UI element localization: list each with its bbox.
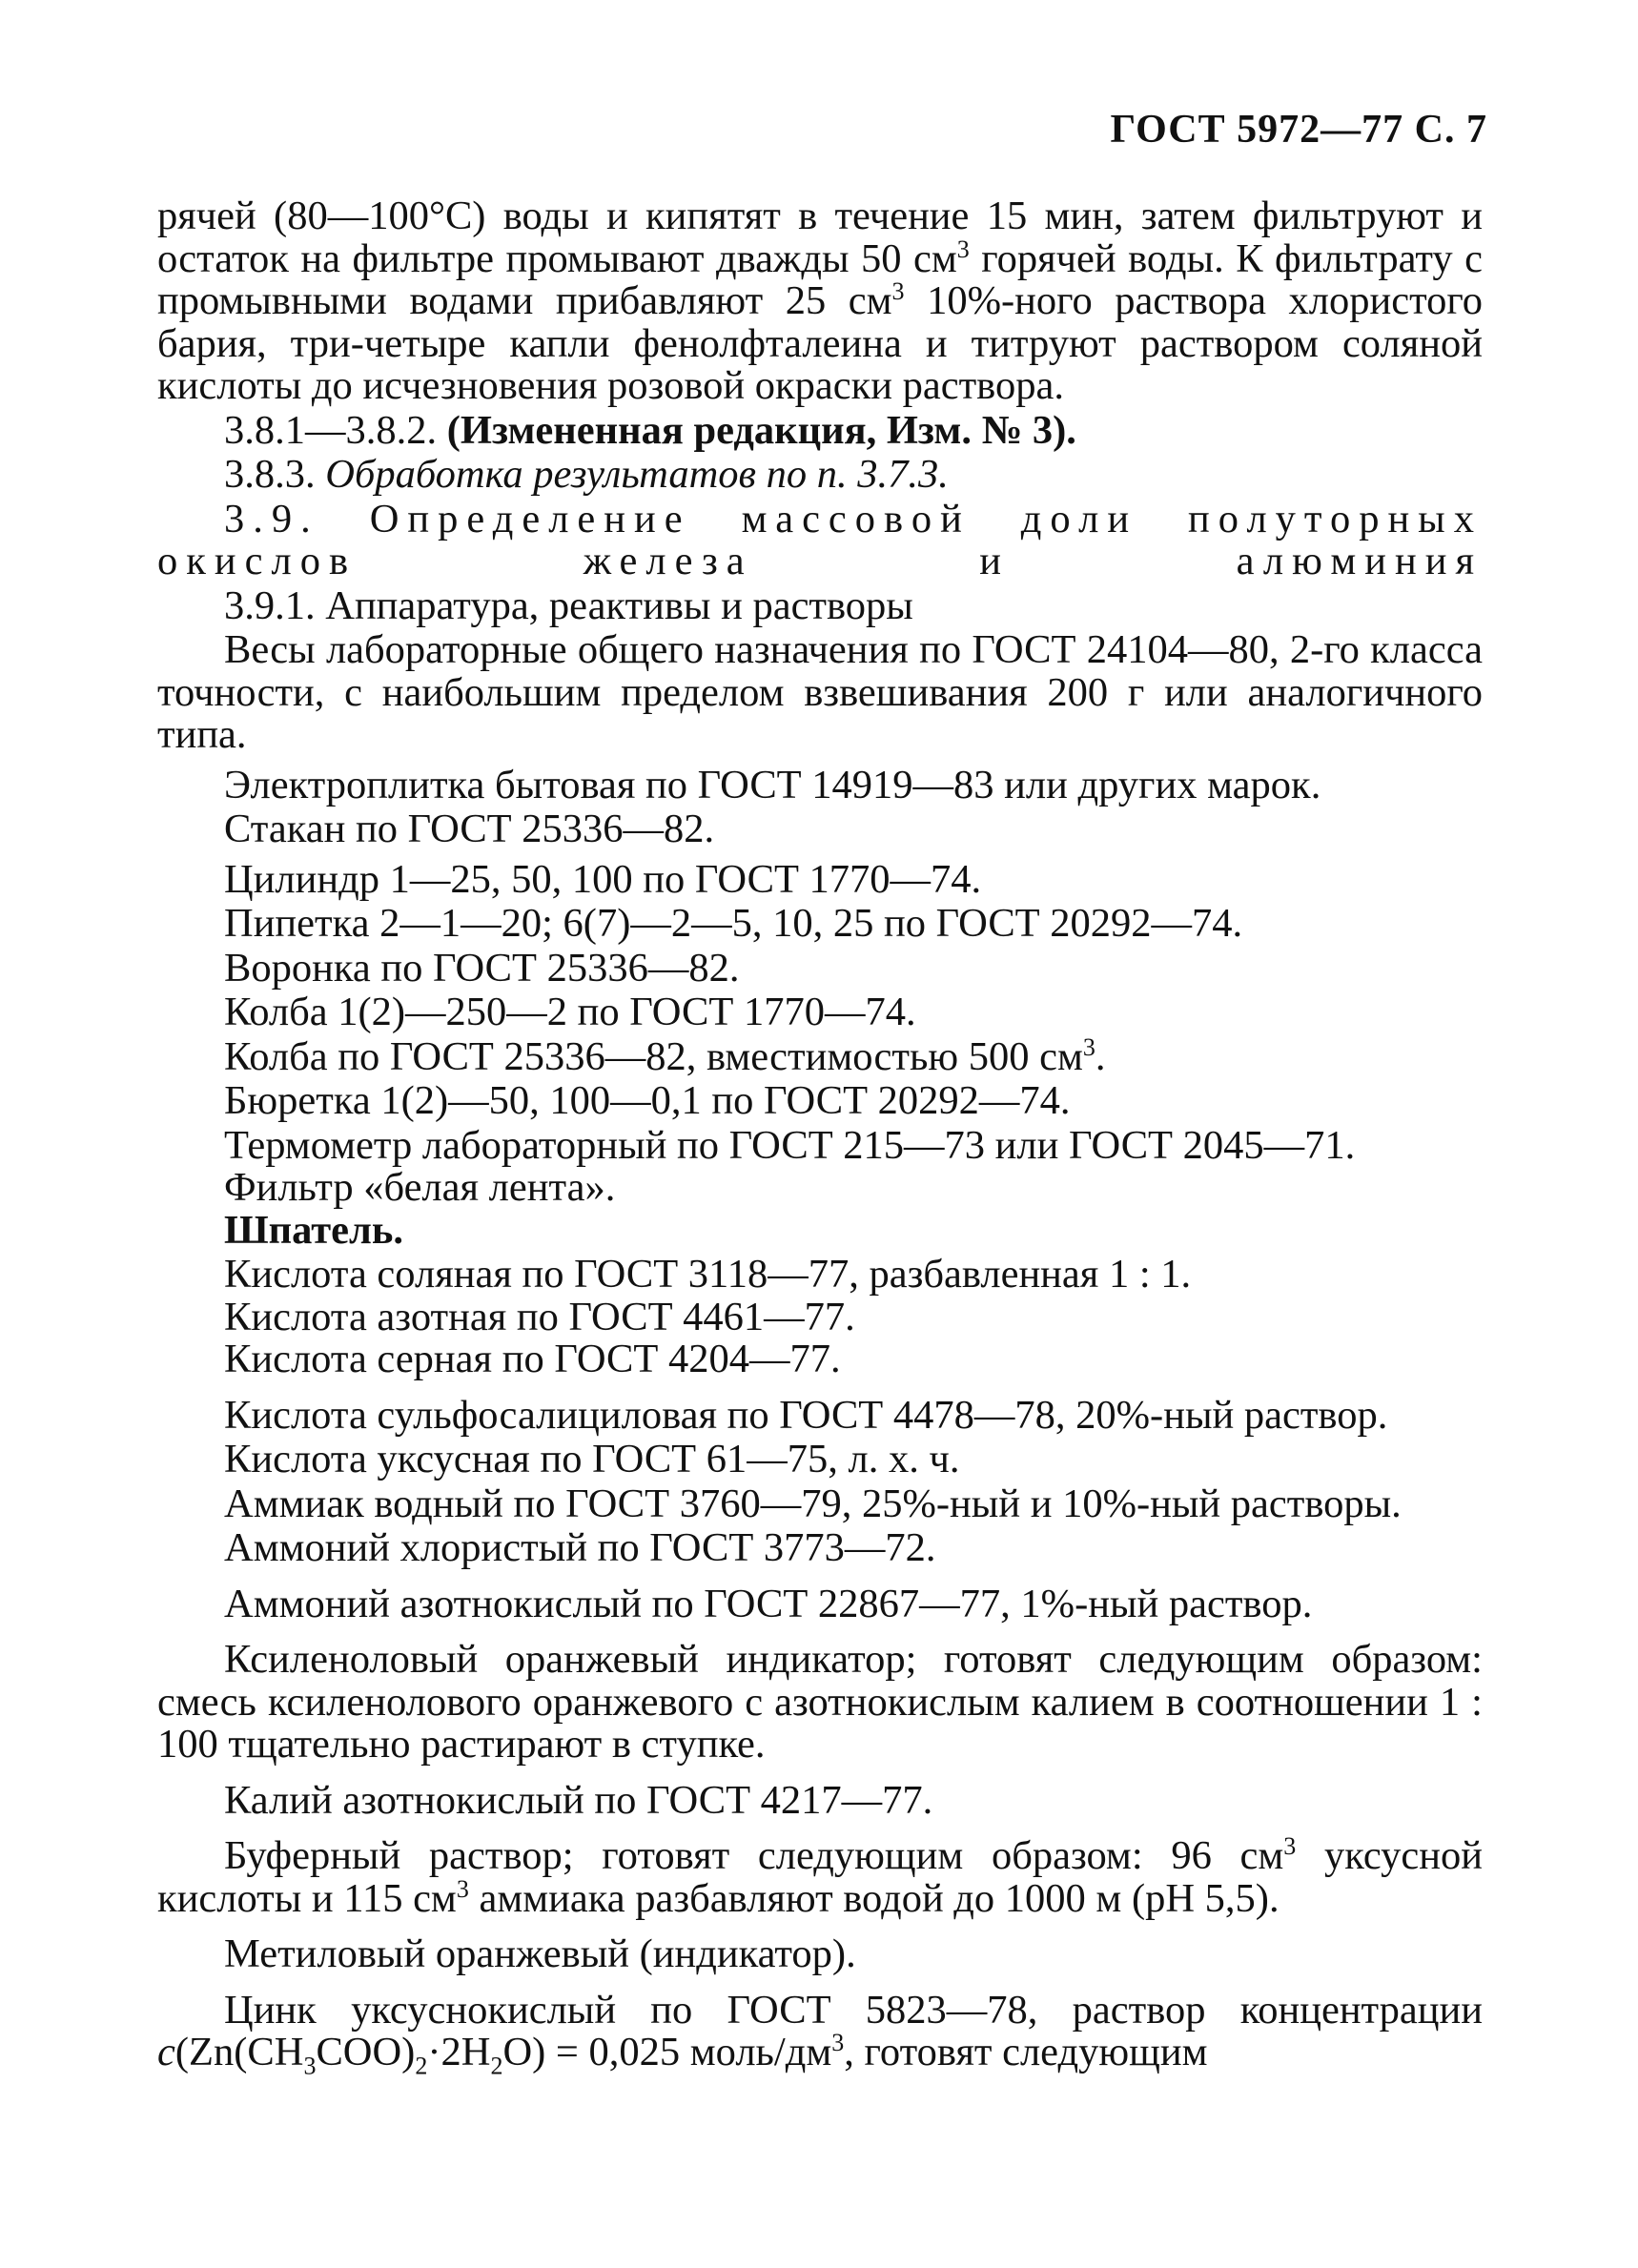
item-cylinder: Цилиндр 1—25, 50, 100 по ГОСТ 1770—74. [224,856,982,902]
text-run: аммиака разбавляют водой до 1000 м (рН 5,5). [468,1875,1280,1921]
subscript: 2 [415,2052,428,2080]
superscript: 3 [456,1874,469,1903]
subscript: 2 [490,2052,503,2080]
item-filter: Фильтр «белая лента». [224,1165,616,1210]
item-pipette: Пипетка 2—1—20; 6(7)—2—5, 10, 25 по ГОСТ 20292—74. [224,901,1243,946]
item-zinc-acetate [157,1987,1483,2080]
item-sulfosalicylic: Кислота сульфосалициловая по ГОСТ 4478—78, 20%-ный раствор. [224,1392,1388,1438]
clause-number: 3.8.3. [224,452,316,497]
item-ammonia: Аммиак водный по ГОСТ 3760—79, 25%-ный и 10%-ный растворы. [224,1481,1402,1526]
item-funnel: Воронка по ГОСТ 25336—82. [224,945,740,991]
clause-3-8-3 [157,454,1483,497]
edit-note [157,407,1483,453]
text-run: Колба по ГОСТ 25336—82, вместимостью 500 см [224,1033,1083,1079]
item-hcl: Кислота соляная по ГОСТ 3118—77, разбавленная 1 : 1. [224,1252,1192,1297]
formula-part: (Zn(CH [174,2030,304,2074]
paragraph-continuation [157,195,1483,408]
item-methyl-orange: Метиловый оранжевый (индикатор). [224,1931,856,1976]
item-thermometer: Термометр лабораторный по ГОСТ 215—73 или ГОСТ 2045—71. [224,1122,1356,1168]
page-header: ГОСТ 5972—77 С. 7 [1110,108,1487,152]
text-run: уксусной кислоты и 115 см [157,1833,1483,1921]
item-hno3: Кислота азотная по ГОСТ 4461—77. [224,1294,855,1339]
text-run: . [1095,1033,1106,1079]
clause-number: 3.8.1—3.8.2. [224,407,438,453]
clause-3-9-1: 3.9.1. Аппаратура, реактивы и растворы [224,582,913,628]
subscript: 3 [303,2052,317,2080]
clause-text: Обработка результатов по п. 3.7.3. [325,452,949,497]
superscript: 3 [891,276,905,305]
superscript: 3 [1283,1831,1297,1860]
document-body [157,194,1483,2080]
superscript: 3 [1082,1032,1095,1061]
item-kno3: Калий азотнокислый по ГОСТ 4217—77. [224,1777,933,1823]
formula-part: COO) [316,2030,416,2074]
text-run: 10%-ного раствора хлористого бария, три-четыре капли фенолфталеина и титруют раствором соляной кислоты до исчезновения розовой окраски раствора. [157,278,1483,408]
item-spatula: Шпатель. [224,1207,403,1253]
item-nh4cl: Аммоний хлористый по ГОСТ 3773—72. [224,1525,936,1570]
formula-part: ·2H [427,2030,491,2074]
item-flask-1: Колба 1(2)—250—2 по ГОСТ 1770—74. [224,990,916,1034]
item-hotplate: Электроплитка бытовая по ГОСТ 14919—83 или других марок. [224,762,1321,807]
edit-note-text: (Измененная редакция, Изм. № 3). [446,407,1076,453]
item-buffer [157,1831,1483,1921]
superscript: 3 [831,2028,845,2056]
item-beaker: Стакан по ГОСТ 25336—82. [224,807,715,851]
text-run: , готовят следующим [844,2030,1208,2074]
text-run: рячей (80—100°С) воды и кипятят в течение 15 мин, затем фильтруют и остаток на фильтре промывают дважды 50 см [157,194,1483,281]
section-heading-3-9: 3.9. Определение массовой доли полуторных окислов железа и алюминия [157,496,1483,583]
item-burette: Бюретка 1(2)—50, 100—0,1 по ГОСТ 20292—74. [224,1078,1071,1123]
item-h2so4: Кислота серная по ГОСТ 4204—77. [224,1337,841,1381]
text-run: Буферный раствор; готовят следующим образом: 96 см [224,1833,1284,1878]
concentration-symbol: c [157,2030,175,2074]
formula-part: O) = 0,025 моль/дм [502,2030,832,2074]
item-xylenol: Ксиленоловый оранжевый индикатор; готовят следующим образом: смесь ксиленолового оранжевого с азотнокислым калием в соотношении 1 : 100 тщательно растирают в ступке. [157,1637,1483,1767]
text-run: горячей воды. К фильтрату с промывными водами прибавляют 25 см [157,235,1483,323]
item-scales: Весы лабораторные общего назначения по ГОСТ 24104—80, 2-го класса точности, с наибольшим пределом взвешивания 200 г или аналогичного типа. [157,627,1483,757]
item-flask-2 [157,1032,1483,1079]
item-nh4no3: Аммоний азотнокислый по ГОСТ 22867—77, 1%-ный раствор. [224,1581,1313,1626]
superscript: 3 [956,235,970,263]
item-acetic: Кислота уксусная по ГОСТ 61—75, л. х. ч. [224,1437,960,1481]
text-run: Цинк уксуснокислый по ГОСТ 5823—78, раствор концентрации [224,1987,1483,2033]
